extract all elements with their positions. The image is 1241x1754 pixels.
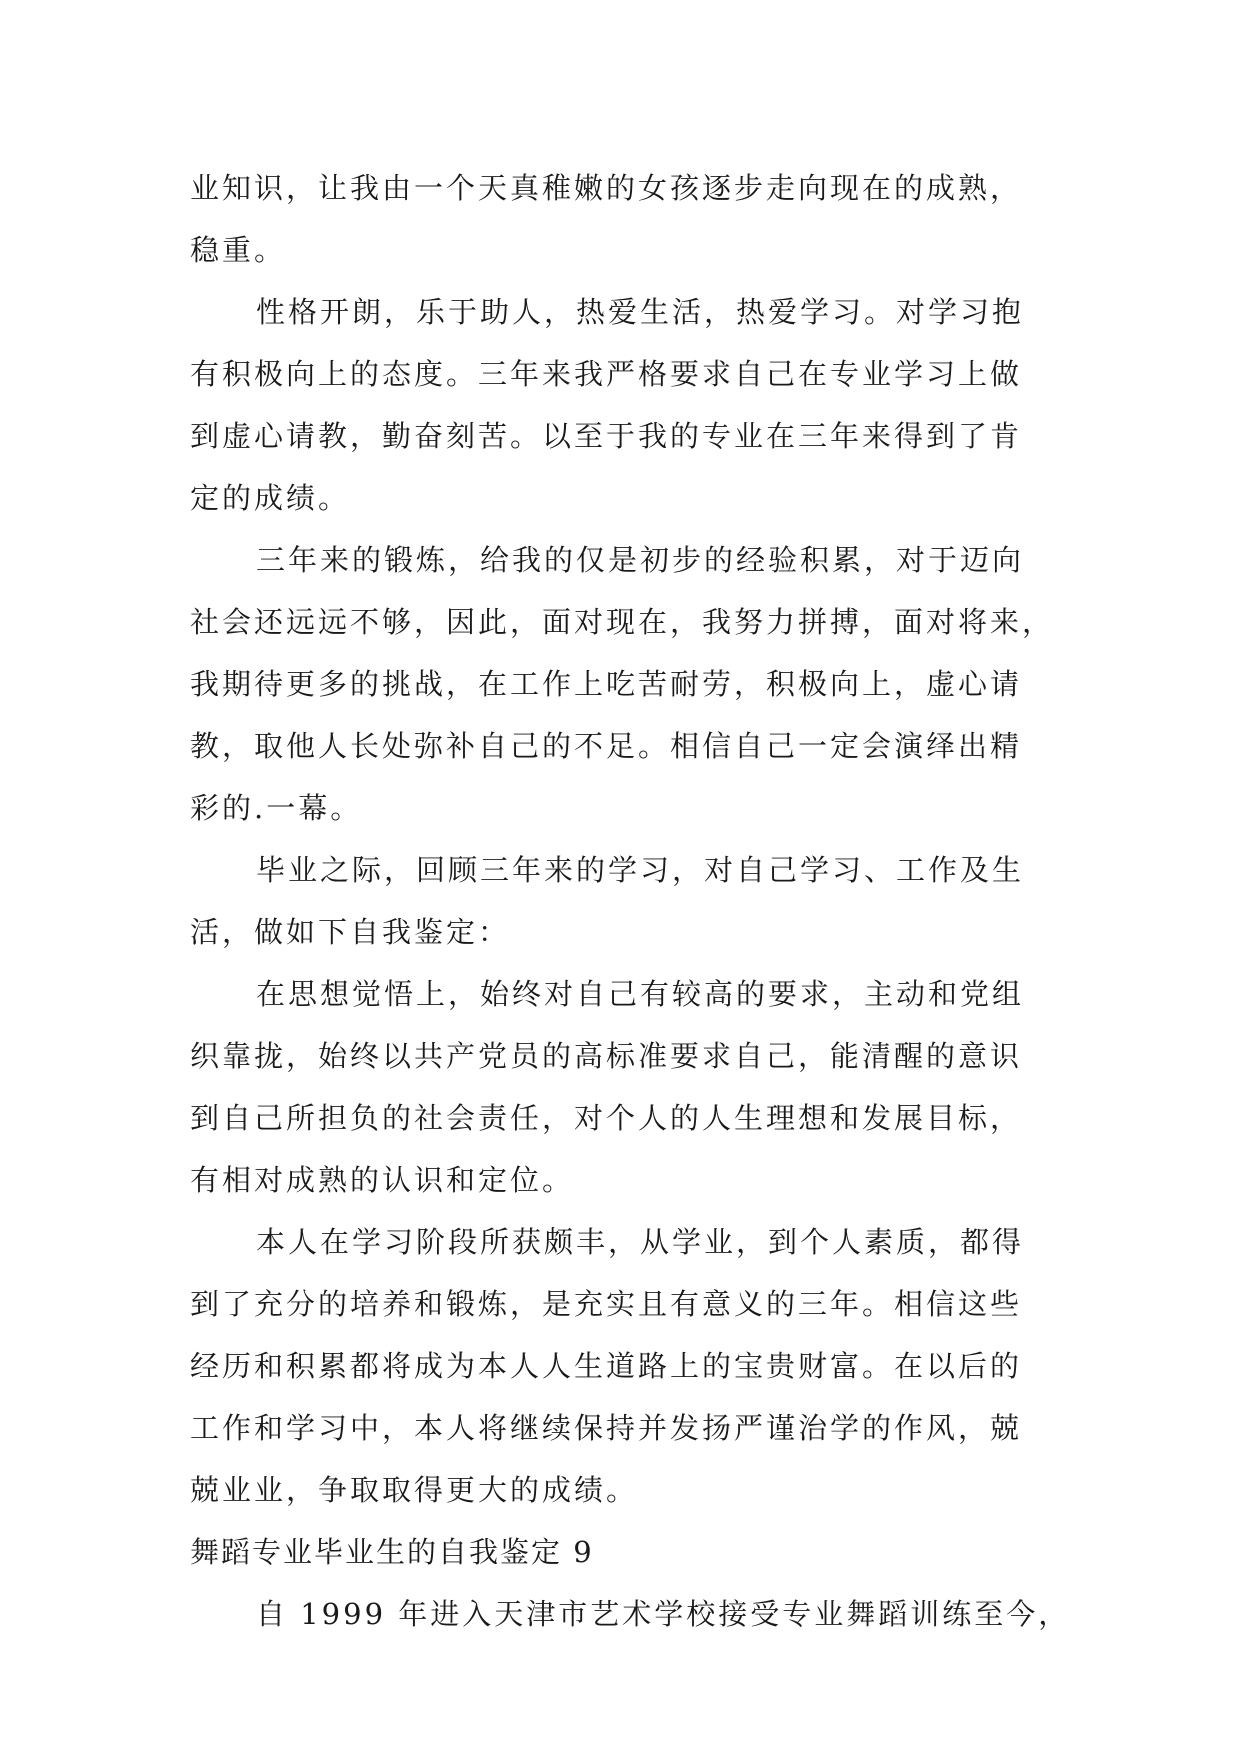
text-line: 兢业业，争取取得更大的成绩。 (190, 1473, 639, 1507)
text-line: 彩的.一幕。 (190, 791, 363, 825)
section-heading: 舞蹈专业毕业生的自我鉴定 9 (190, 1535, 594, 1569)
text-line: 业知识，让我由一个天真稚嫩的女孩逐步走向现在的成熟， (190, 171, 1023, 205)
text-line: 稳重。 (190, 233, 287, 267)
text-line: 在思想觉悟上，始终对自己有较高的要求，主动和党组 (256, 977, 1025, 1011)
text-line: 经历和积累都将成为本人人生道路上的宝贵财富。在以后的 (190, 1349, 1023, 1383)
text-line: 到虚心请教，勤奋刻苦。以至于我的专业在三年来得到了肯 (190, 419, 1023, 453)
document-body (190, 157, 1070, 1645)
text-line: 到了充分的培养和锻炼，是充实且有意义的三年。相信这些 (190, 1287, 1023, 1321)
text-line: 我期待更多的挑战，在工作上吃苦耐劳，积极向上，虚心请 (190, 667, 1023, 701)
text-line: 活，做如下自我鉴定： (190, 915, 511, 949)
text-line: 织靠拢，始终以共产党员的高标准要求自己，能清醒的意识 (190, 1039, 1023, 1073)
text-line: 有积极向上的态度。三年来我严格要求自己在专业学习上做 (190, 357, 1023, 391)
text-line: 自 1999 年进入天津市艺术学校接受专业舞蹈训练至今， (256, 1597, 1071, 1631)
text-line: 性格开朗，乐于助人，热爱生活，热爱学习。对学习抱 (256, 295, 1025, 329)
text-line: 毕业之际，回顾三年来的学习，对自己学习、工作及生 (256, 853, 1025, 887)
text-line: 有相对成熟的认识和定位。 (190, 1163, 575, 1197)
text-line: 社会还远远不够，因此，面对现在，我努力拼搏，面对将来， (190, 605, 1055, 639)
text-line: 到自己所担负的社会责任，对个人的人生理想和发展目标， (190, 1101, 1023, 1135)
text-line: 定的成绩。 (190, 481, 351, 515)
text-line: 本人在学习阶段所获颇丰，从学业，到个人素质，都得 (256, 1225, 1025, 1259)
text-line: 工作和学习中，本人将继续保持并发扬严谨治学的作风，兢 (190, 1411, 1023, 1445)
text-line: 三年来的锻炼，给我的仅是初步的经验积累，对于迈向 (256, 543, 1025, 577)
text-line: 教，取他人长处弥补自己的不足。相信自己一定会演绎出精 (190, 729, 1023, 763)
